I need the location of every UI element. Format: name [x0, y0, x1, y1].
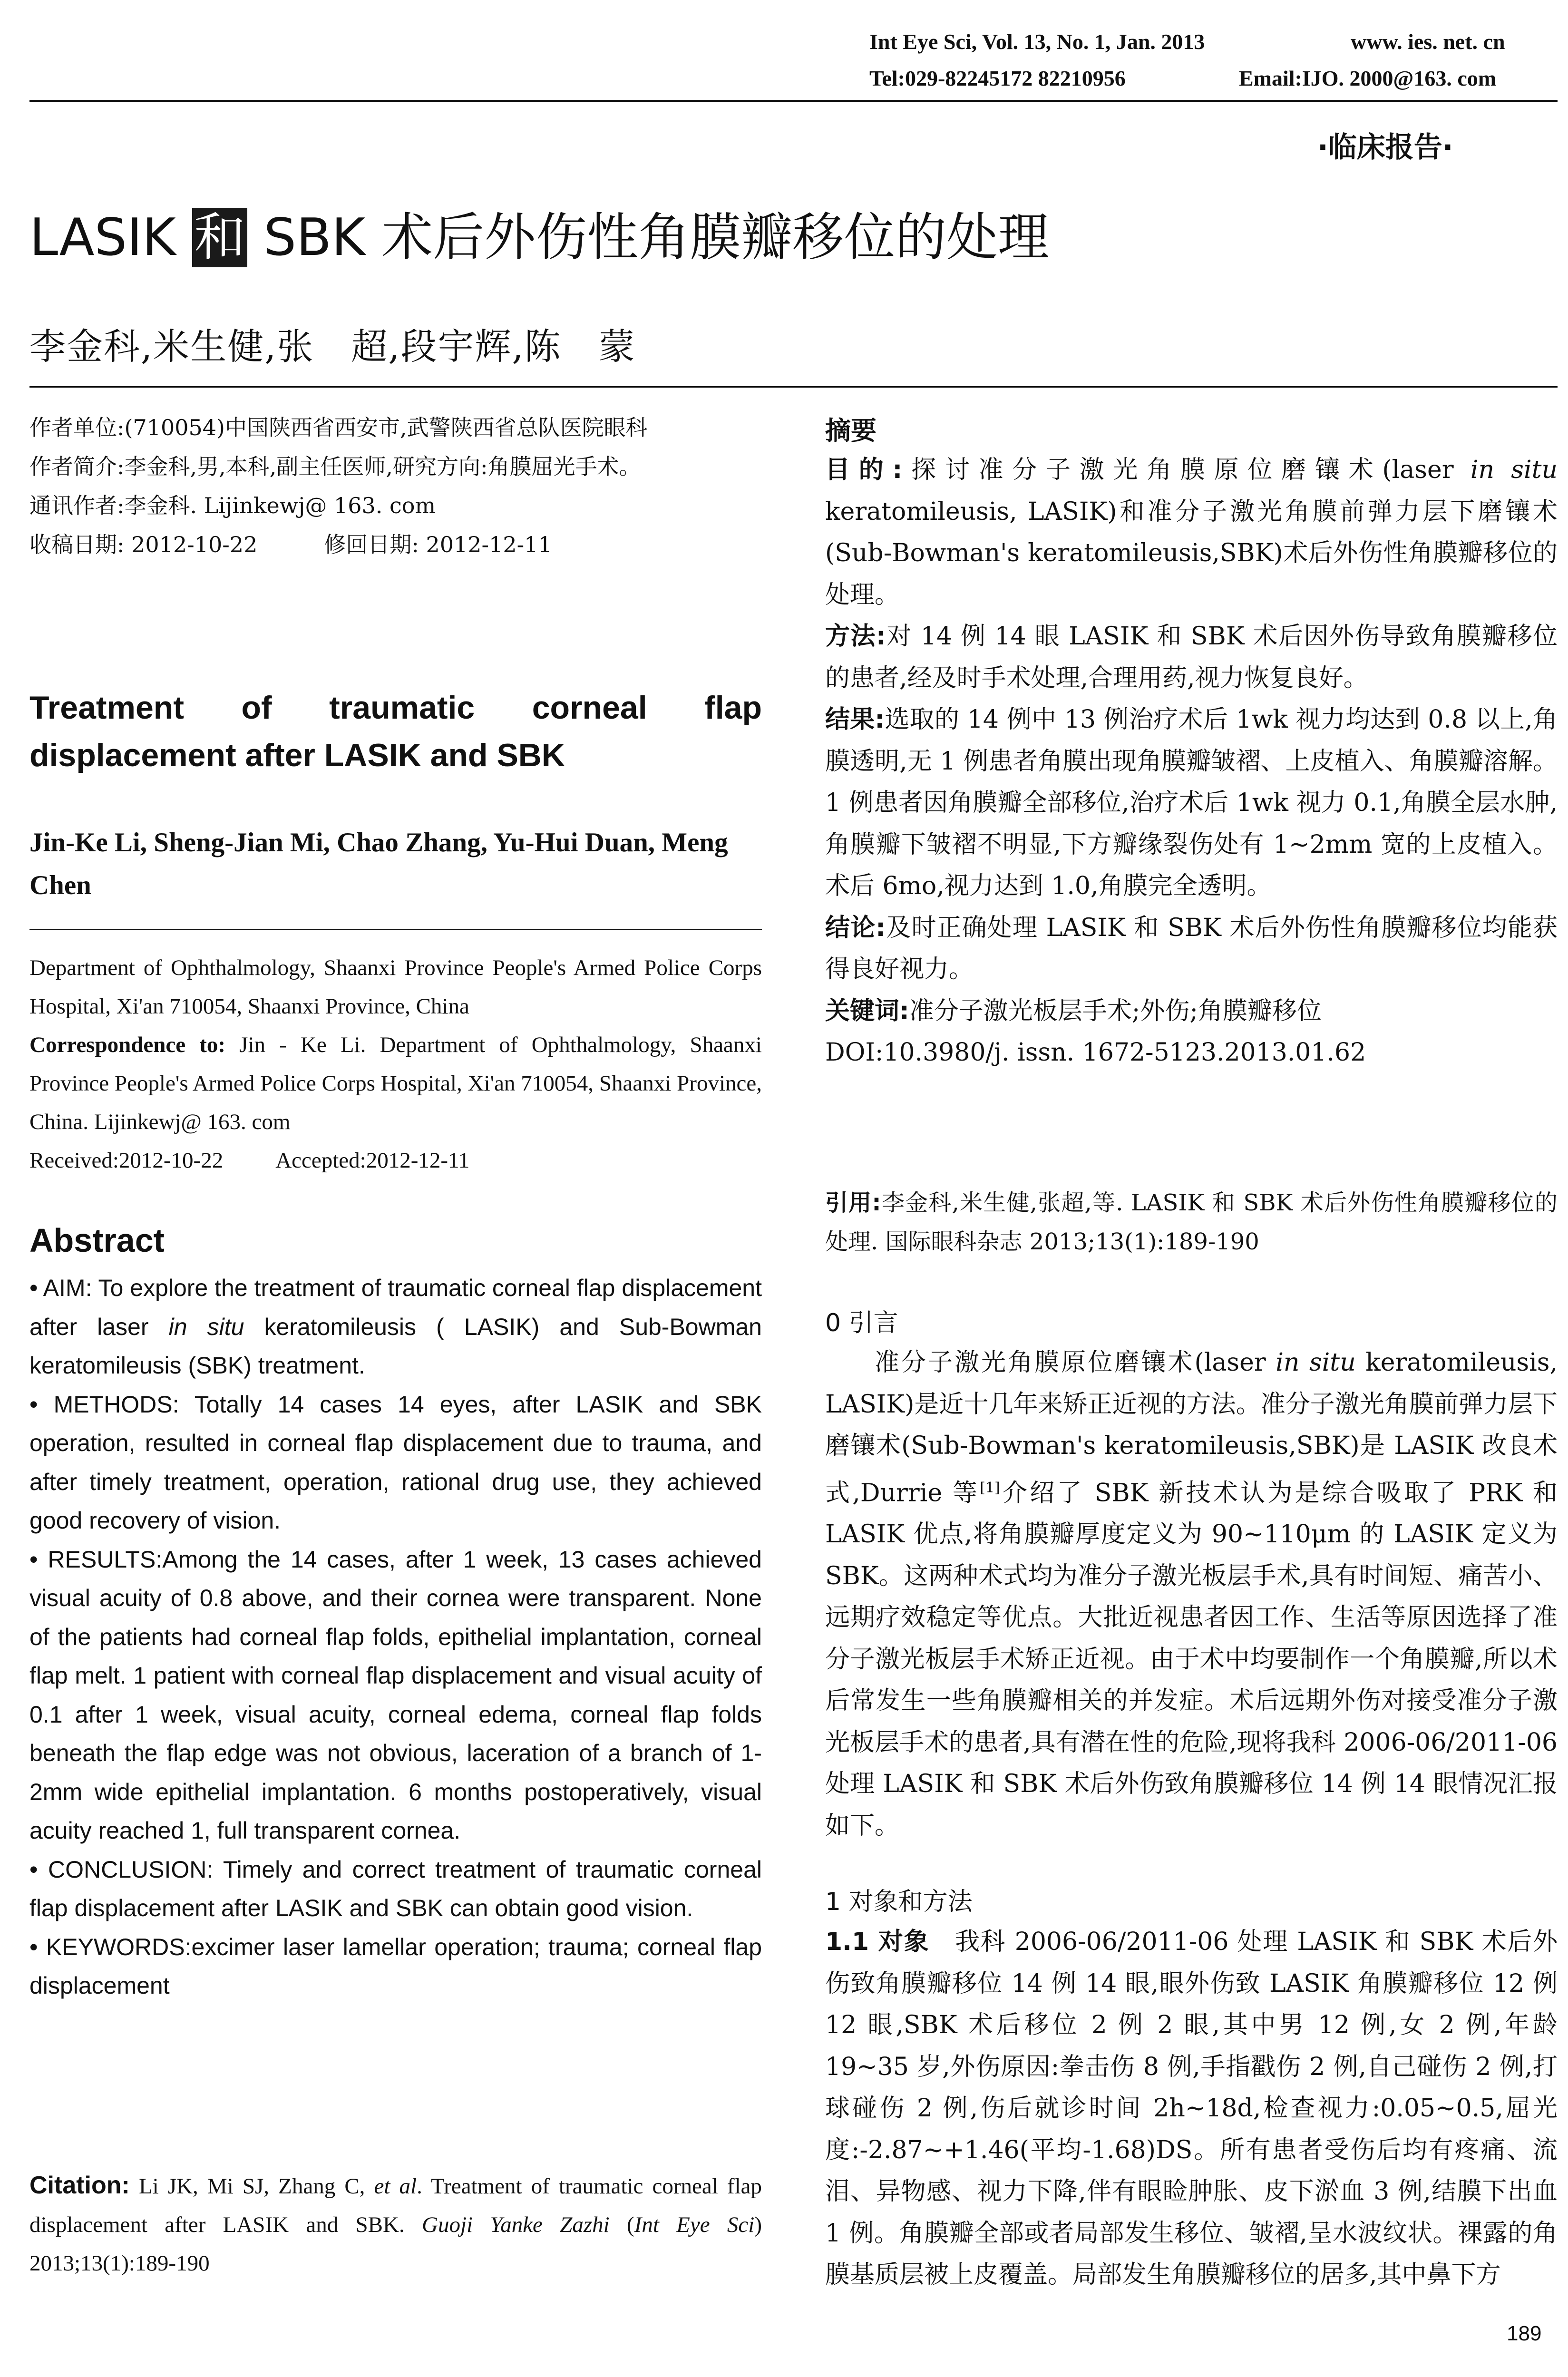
department-en: Department of Ophthalmology, Shaanxi Province People's Armed Police Corps Hospital, Xi'an 710054, Shaanxi Province, China: [29, 955, 762, 1019]
citation-en-b: . Treatment of traumatic corneal flap displacement after LASIK and SBK.: [29, 2174, 762, 2237]
doi: DOI:10.3980/j. issn. 1672-5123.2013.01.62: [825, 1038, 1366, 1067]
citation-en-journal: Guoji Yanke Zazhi: [422, 2212, 610, 2237]
received-date-cn: 收稿日期: 2012-10-22: [29, 532, 258, 557]
purpose-label: 目的:: [825, 456, 903, 484]
method-text: 对 14 例 14 眼 LASIK 和 SBK 术后因外伤导致角膜瓣移位的患者,经及时手术处理,合理用药,视力恢复良好。: [825, 622, 1558, 692]
citation-cn: [825, 1183, 1558, 1261]
conclusion-label-cn: 结论:: [825, 913, 886, 942]
intro-text-c: 介绍了 SBK 新技术认为是综合吸取了 PRK 和 LASIK 优点,将角膜瓣厚度定义为 90~110μm 的 LASIK 定义为 SBK。这两种术式均为准分子激光板层手术,具有时间短、痛苦小、远期疗效稳定等优点。大批近视患者因工作、生活等原因选择了准分子激光板层手术矫正近视。由于术中均要制作一个角膜瓣,所以术后常发生一些角膜瓣相关的并发症。术后远期外伤对接受准分子激光板层手术的患者,具有潜在性的危险,现将我科 2006-06/2011-06 处理 LASIK 和 SBK 术后外伤致角膜瓣移位 14 例 14 眼情况汇报如下。: [825, 1478, 1558, 1840]
abstract-heading-en: Abstract: [29, 1222, 165, 1259]
abstract-cn-result: [825, 699, 1558, 907]
intro-heading: 0 引言: [825, 1309, 898, 1337]
conclusion-label: • CONCLUSION:: [29, 1856, 214, 1883]
aim-in-situ: in situ: [168, 1313, 244, 1340]
abstract-aim: [29, 1269, 762, 1385]
citation-en-c: (: [609, 2212, 634, 2237]
purpose-text-a: 探讨准分子激光角膜原位磨镶术(laser: [902, 456, 1471, 484]
aim-text-a: To explore the treatment of traumatic corneal flap displacement after laser: [29, 1275, 762, 1340]
intro-body: [825, 1342, 1558, 1847]
authors-en: Jin-Ke Li, Sheng-Jian Mi, Chao Zhang, Yu-Hui Duan, Meng Chen: [29, 828, 728, 900]
revised-date-cn: 修回日期: 2012-12-11: [324, 532, 552, 557]
citation-en: [29, 2166, 762, 2283]
journal-website: www. ies. net. cn: [1351, 29, 1505, 54]
journal-tel: Tel:029-82245172 82210956: [869, 66, 1126, 90]
title-part1: LASIK: [29, 208, 193, 267]
journal-info: Int Eye Sci, Vol. 13, No. 1, Jan. 2013: [869, 29, 1205, 54]
citation-en-etal: et al: [374, 2174, 417, 2199]
method-label: 方法:: [825, 622, 886, 651]
abstract-cn: [825, 449, 1558, 1074]
affiliation-en: [29, 949, 762, 1180]
keywords-text: excimer laser lamellar operation; trauma; corneal flap displacement: [29, 1933, 762, 1999]
correspondence-text: Jin - Ke Li. Department of Ophthalmology, Shaanxi Province People's Armed Police Corps Hospital, Xi'an 710054, Shaanxi Province, China. Lijinkewj@ 163. com: [29, 1033, 762, 1134]
corresponding-author: 通讯作者:李金科. Lijinkewj@ 163. com: [29, 493, 436, 518]
aim-text-b: keratomileusis ( LASIK) and Sub-Bowman keratomileusis (SBK) treatment.: [29, 1313, 762, 1379]
abstract-keywords: [29, 1928, 762, 2006]
subjects-label: 1.1 对象: [825, 1928, 930, 1956]
keywords-label: • KEYWORDS:: [29, 1933, 192, 1960]
keywords-label-cn: 关键词:: [825, 996, 909, 1025]
received-date-en: Received:2012-10-22: [29, 1148, 224, 1173]
page-number: 189: [1507, 2322, 1542, 2345]
journal-email: Email:IJO. 2000@163. com: [1239, 66, 1497, 90]
dates-cn: [29, 525, 762, 564]
author-unit: 作者单位:(710054)中国陕西省西安市,武警陕西省总队医院眼科: [29, 415, 648, 440]
authors-rule: [29, 929, 762, 930]
results-label: • RESULTS:: [29, 1546, 163, 1573]
abstract-conclusion: [29, 1851, 762, 1928]
correspondence-en: [29, 1026, 762, 1141]
section-tag: ·临床报告·: [1317, 131, 1453, 164]
abstract-results: [29, 1540, 762, 1851]
abstract-methods: [29, 1385, 762, 1540]
abstract-heading-cn: 摘要: [825, 416, 877, 446]
results-text: Among the 14 cases, after 1 week, 13 cases achieved visual acuity of 0.8 above, and their cornea were transparent. None of the patients had corneal flap folds, epithelial implantation, corneal flap melt. 1 patient with corneal flap displacement and visual acuity of 0.1 after 1 week, visual acuity, corneal edema, corneal flap folds beneath the flap edge was not obvious, laceration of a branch of 1-2mm wide epithelial implantation. 6 months postoperatively, visual acuity reached 1, full transparent cornea.: [29, 1546, 762, 1844]
citation-label-cn: 引用:: [825, 1189, 881, 1216]
title-part2: SBK 术后外伤性角膜瓣移位的处理: [247, 208, 1050, 267]
title-rule: [29, 386, 1558, 388]
result-label: 结果:: [825, 705, 885, 734]
page-title: [29, 207, 1049, 269]
intro-text-a: 准分子激光角膜原位磨镶术(laser: [875, 1348, 1276, 1377]
citation-label-en: Citation:: [29, 2172, 130, 2199]
accepted-date-en: Accepted:2012-12-11: [275, 1148, 470, 1173]
conclusion-text-cn: 及时正确处理 LASIK 和 SBK 术后外伤性角膜瓣移位均能获得良好视力。: [825, 913, 1558, 984]
citation-en-journal-short: Int Eye Sci: [634, 2212, 755, 2237]
correspondence-label: Correspondence to:: [29, 1033, 226, 1057]
purpose-text-b: keratomileusis, LASIK)和准分子激光角膜前弹力层下磨镶术(Sub-Bowman's keratomileusis,SBK)术后外伤性角膜瓣移位的处理。: [825, 497, 1558, 609]
intro-paragraph: [825, 1342, 1558, 1847]
result-text: 选取的 14 例中 13 例治疗术后 1wk 视力均达到 0.8 以上,角膜透明,无 1 例患者角膜出现角膜瓣皱褶、上皮植入、角膜瓣溶解。1 例患者因角膜瓣全部移位,治疗术后 1wk 视力 0.1,角膜全层水肿,角膜瓣下皱褶不明显,下方瓣缘裂伤处有 1~2mm 宽的上皮植入。术后 6mo,视力达到 1.0,角膜完全透明。: [825, 705, 1558, 900]
abstract-en: [29, 1269, 762, 2006]
citation-cn-text: 李金科,米生健,张超,等. LASIK 和 SBK 术后外伤性角膜瓣移位的处理. 国际眼科杂志 2013;13(1):189-190: [825, 1189, 1558, 1255]
reference-1: [1]: [980, 1479, 1000, 1496]
subjects-text: 我科 2006-06/2011-06 处理 LASIK 和 SBK 术后外伤致角膜瓣移位 14 例 14 眼,眼外伤致 LASIK 角膜瓣移位 12 例 12 眼,SBK 术后移位 2 例 2 眼,其中男 12 例,女 2 例,年龄 19~35 岁,外伤原因:拳击伤 8 例,手指戳伤 2 例,自己碰伤 2 例,打球碰伤 2 例,伤后就诊时间 2h~18d,检查视力:0.05~0.5,屈光度:-2.87~+1.46(平均-1.68)DS。所有患者受伤后均有疼痛、流泪、异物感、视力下降,伴有眼睑肿胀、皮下淤血 3 例,结膜下出血 1 例。角膜瓣全部或者局部发生移位、皱褶,呈水波纹状。裸露的角膜基质层被上皮覆盖。局部发生角膜瓣移位的居多,其中鼻下方: [825, 1928, 1558, 2289]
intro-text-b: keratomileusis, LASIK)是近十几年来矫正近视的方法。准分子激光角膜前弹力层下磨镶术(Sub-Bowman's keratomileusis,SBK)是 LASIK 改良术式,Durrie 等: [825, 1348, 1558, 1507]
purpose-in-situ: in situ: [1470, 456, 1558, 484]
methods-heading: 1 对象和方法: [825, 1888, 973, 1916]
authors-cn: 李金科,米生健,张 超,段宇辉,陈 蒙: [29, 325, 636, 368]
citation-en-d: ) 2013;13(1):189-190: [29, 2212, 762, 2276]
title-highlight: 和: [192, 208, 247, 267]
abstract-cn-conclusion: [825, 907, 1558, 991]
methods-body: [825, 1921, 1558, 2296]
intro-in-situ: in situ: [1276, 1348, 1356, 1377]
methods-text: Totally 14 cases 14 eyes, after LASIK and SBK operation, resulted in corneal flap displacement due to trauma, and after timely treatment, operation, rational drug use, they achieved good recovery of vision.: [29, 1391, 762, 1534]
citation-en-a: Li JK, Mi SJ, Zhang C,: [129, 2174, 374, 2199]
header-rule: [29, 100, 1558, 102]
conclusion-text: Timely and correct treatment of traumatic corneal flap displacement after LASIK and SBK can obtain good vision.: [29, 1856, 762, 1921]
abstract-cn-keywords: [825, 991, 1558, 1033]
methods-label: • METHODS:: [29, 1391, 179, 1418]
abstract-cn-method: [825, 616, 1558, 699]
author-bio: 作者简介:李金科,男,本科,副主任医师,研究方向:角膜屈光手术。: [29, 454, 641, 479]
author-info-cn: [29, 408, 762, 564]
abstract-cn-purpose: [825, 449, 1558, 616]
keywords-text-cn: 准分子激光板层手术;外伤;角膜瓣移位: [909, 996, 1322, 1025]
dates-en: [29, 1141, 762, 1180]
aim-label: • AIM:: [29, 1275, 92, 1301]
title-en: Treatment of traumatic corneal flap displacement after LASIK and SBK: [29, 690, 762, 773]
